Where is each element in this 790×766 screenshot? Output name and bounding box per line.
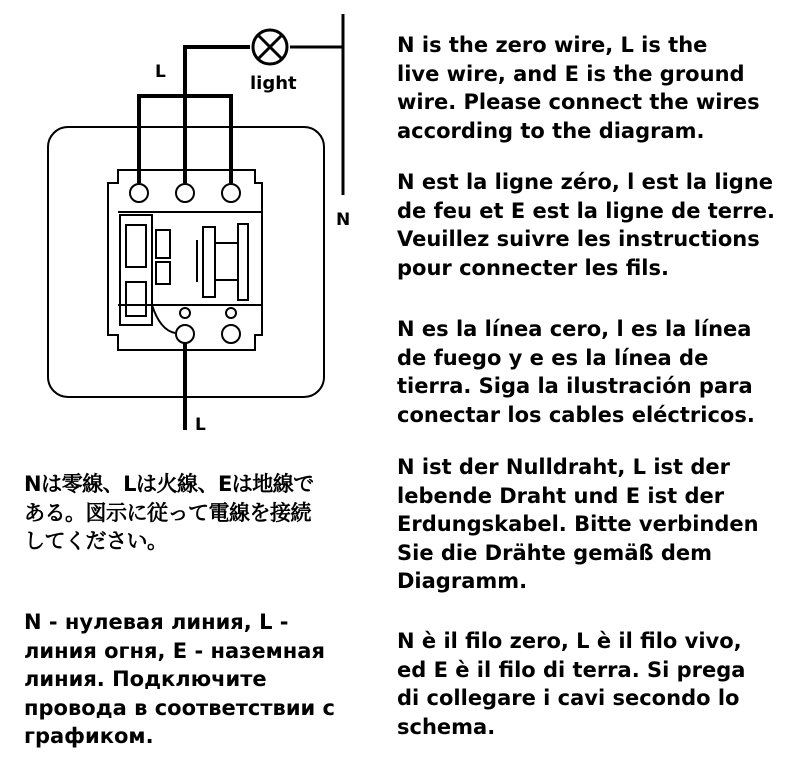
instruction-french: N est la ligne zéro, l est la ligne de feu et E est la ligne de terre. Veuillez suivre les instructions pour connecter les fils. xyxy=(397,170,775,280)
instruction-english: N is the zero wire, L is the live wire, and E is the ground wire. Please connect the wires according to the diagram. xyxy=(397,33,760,143)
wire-to-light xyxy=(185,47,250,183)
instruction-japanese: Nは零線、Lは火線、Eは地線で ある。図示に従って電線を接続 してください。 xyxy=(24,472,314,553)
instruction-german: N ist der Nulldraht, L ist der lebende Draht und E ist der Erdungskabel. Bitte verbinden Sie die Drähte gemäß dem Diagramm. xyxy=(397,455,759,593)
terminal-screw xyxy=(222,184,240,202)
terminal-screw xyxy=(176,184,194,202)
terminal-screw-small xyxy=(180,308,190,318)
light-label: light xyxy=(250,73,297,94)
light-bulb-icon xyxy=(253,30,287,64)
top-wire-label: L xyxy=(155,62,166,82)
instruction-russian: N - нулевая линия, L - линия огня, E - наземная линия. Подключите провода в соответствии с графиком. xyxy=(24,610,336,748)
wiring-diagram xyxy=(0,0,380,440)
terminal-screw-small xyxy=(226,308,236,318)
top-terminals xyxy=(130,184,240,202)
terminal-screw xyxy=(222,325,240,343)
instruction-spanish: N es la línea cero, l es la línea de fuego y e es la línea de tierra. Siga la ilustración para conectar los cables eléctricos. xyxy=(397,317,755,427)
terminal-screw xyxy=(176,325,194,343)
instruction-italian: N è il filo zero, L è il filo vivo, ed E è il filo di terra. Si prega di collegare i cavi secondo lo schema. xyxy=(397,629,746,739)
bottom-wire-label: L xyxy=(195,415,206,435)
bottom-terminals xyxy=(176,308,240,343)
terminal-screw xyxy=(130,184,148,202)
neutral-wire xyxy=(290,14,343,195)
neutral-wire-label: N xyxy=(336,210,351,230)
